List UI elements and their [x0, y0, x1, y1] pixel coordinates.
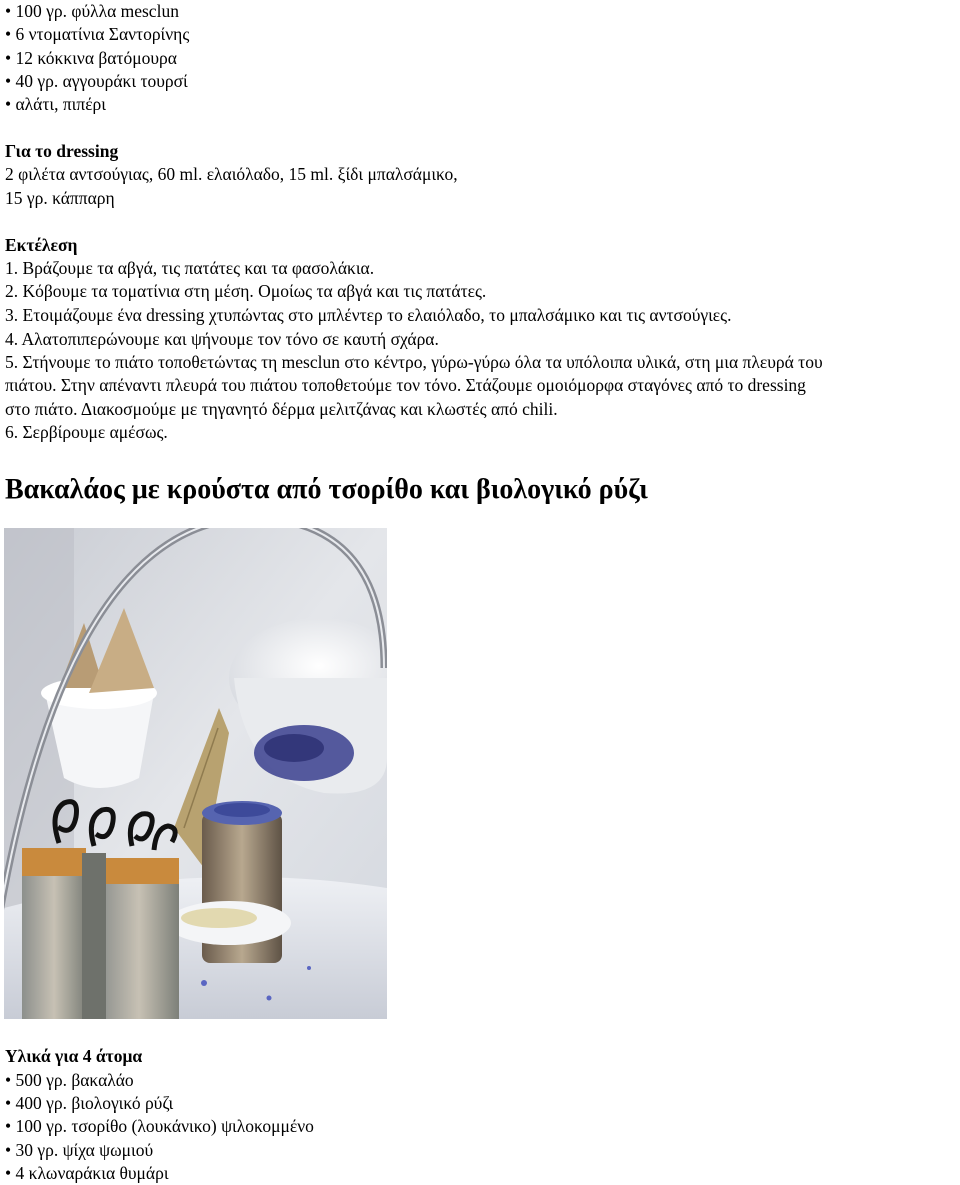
ingredient-item: • 400 γρ. βιολογικό ρύζι: [5, 1093, 174, 1113]
ingredients-heading: Υλικά για 4 άτομα: [5, 1046, 143, 1066]
method-step: 1. Βράζουμε τα αβγά, τις πατάτες και τα φασολάκια.: [5, 258, 375, 278]
ingredient-item: • 100 γρ. φύλλα mesclun: [5, 1, 179, 21]
dressing-heading: Για το dressing: [5, 141, 119, 161]
method-step: στο πιάτο. Διακοσμούμε με τηγανητό δέρμα μελιτζάνας και κλωστές από chili.: [5, 399, 558, 419]
ingredient-item: • 500 γρ. βακαλάο: [5, 1070, 134, 1090]
method-step: 2. Κόβουμε τα τοματίνια στη μέση. Ομοίως τα αβγά και τις πατάτες.: [5, 281, 487, 301]
dressing-line: 2 φιλέτα αντσούγιας, 60 ml. ελαιόλαδο, 15 ml. ξίδι μπαλσάμικο,: [5, 164, 458, 184]
ingredient-item: • 12 κόκκινα βατόμουρα: [5, 48, 177, 68]
method-step: 4. Αλατοπιπερώνουμε και ψήνουμε τον τόνο σε καυτή σχάρα.: [5, 329, 439, 349]
ingredient-item: • 4 κλωναράκια θυμάρι: [5, 1163, 169, 1183]
method-step: 5. Στήνουμε το πιάτο τοποθετώντας τη mesclun στο κέντρο, γύρω-γύρω όλα τα υπόλοιπα υλικά, στη μια πλευρά του: [5, 352, 823, 372]
method-step: 3. Ετοιμάζουμε ένα dressing χτυπώντας στο μπλέντερ το ελαιόλαδο, το μπαλσάμικο και τις αντσούγιες.: [5, 305, 732, 325]
ingredient-item: • 40 γρ. αγγουράκι τουρσί: [5, 71, 188, 91]
ingredient-item: • 100 γρ. τσορίθο (λουκάνικο) ψιλοκομμένο: [5, 1116, 314, 1136]
dressing-line: 15 γρ. κάππαρη: [5, 188, 115, 208]
method-heading: Εκτέλεση: [5, 235, 78, 255]
ingredient-item: • αλάτι, πιπέρι: [5, 94, 106, 114]
ingredient-item: • 6 ντοματίνια Σαντορίνης: [5, 24, 190, 44]
recipe-title: Βακαλάος με κρούστα από τσορίθο και βιολογικό ρύζι: [5, 474, 648, 505]
dish-photo: [4, 528, 387, 1019]
ingredient-item: • 30 γρ. ψίχα ψωμιού: [5, 1140, 154, 1160]
method-step: 6. Σερβίρουμε αμέσως.: [5, 422, 168, 442]
method-step: πιάτου. Στην απέναντι πλευρά του πιάτου τοποθετούμε τον τόνο. Στάζουμε ομοιόμορφα σταγόνες από το dressing: [5, 375, 806, 395]
